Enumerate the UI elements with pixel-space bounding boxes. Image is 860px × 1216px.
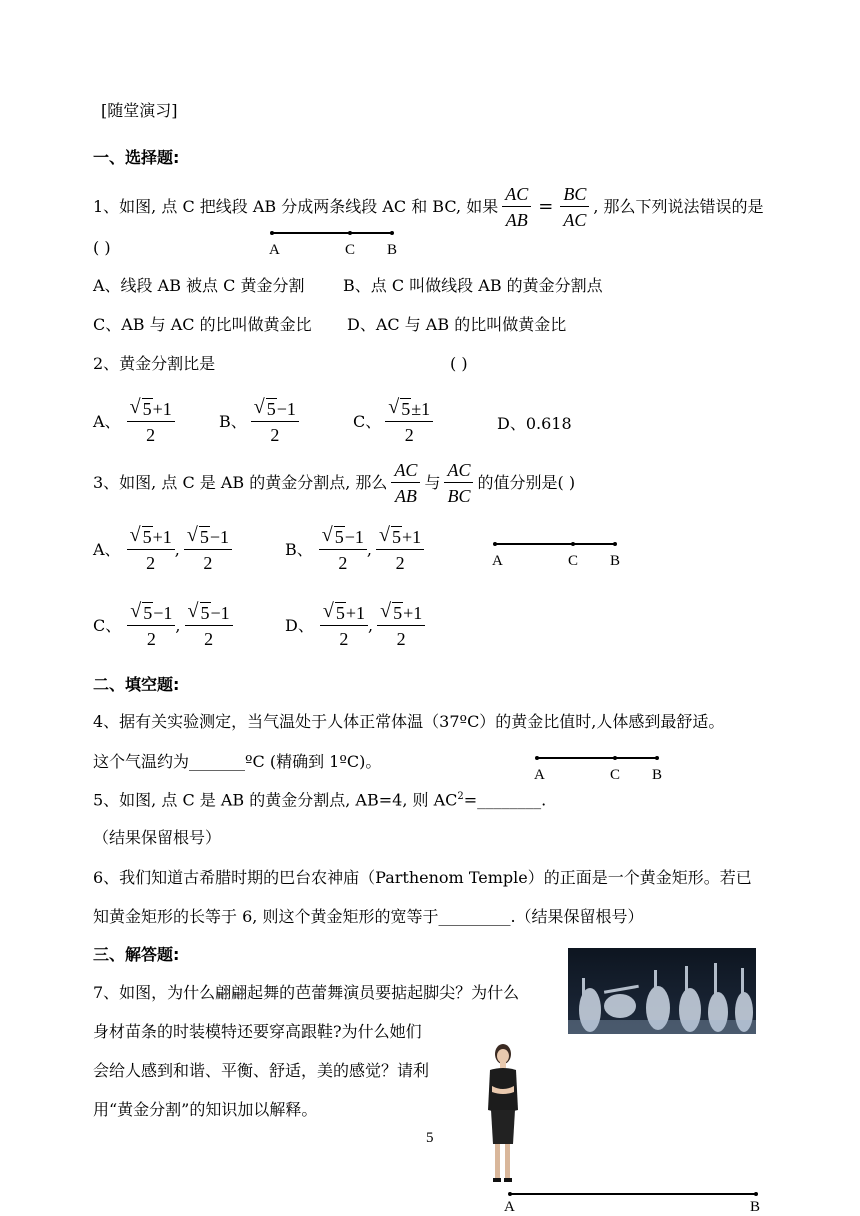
q2-option-b <box>219 396 299 445</box>
frac-den: AB <box>505 210 528 230</box>
equals-sign: = <box>538 196 554 217</box>
sqrt: √ 5 <box>388 396 411 419</box>
frac-den: 2 <box>339 629 349 649</box>
frac-den: 2 <box>146 629 156 649</box>
question-7-line-4: 用“黄金分割”的知识加以解释。 <box>93 1100 318 1119</box>
frac-num: √ 5±1 <box>385 399 433 422</box>
q2-option-a <box>93 396 175 445</box>
segment-line <box>272 232 392 234</box>
fraction <box>185 600 233 649</box>
section-fill-in: 二、填空题: <box>93 675 180 694</box>
q3-option-c <box>93 600 233 649</box>
frac-num: AC <box>502 184 531 207</box>
fraction <box>319 524 367 573</box>
question-3 <box>93 460 575 506</box>
frac-den: BC <box>447 486 471 506</box>
q3-segment-figure <box>493 541 628 571</box>
q1-suffix: , 那么下列说法错误的是 <box>593 197 764 216</box>
label-a: A <box>534 767 545 783</box>
q1-fraction-1 <box>502 184 531 230</box>
frac-num: √ 5−1 <box>251 399 299 422</box>
label-a: A <box>269 242 280 258</box>
frac-num: AC <box>391 460 420 483</box>
frac-num: √ 5−1 <box>185 603 233 626</box>
fraction <box>320 600 368 649</box>
point-b <box>613 542 617 546</box>
point-c <box>571 542 575 546</box>
q1-option-d: D、AC 与 AB 的比叫做黄金比 <box>347 315 567 334</box>
point-b <box>655 756 659 760</box>
frac-num: √ 5−1 <box>127 603 175 626</box>
fraction <box>376 524 424 573</box>
option-label: B、 <box>285 540 313 559</box>
point-c <box>613 756 617 760</box>
point-a <box>493 542 497 546</box>
option-label: C、 <box>353 412 382 431</box>
q3-prefix: 3、如图, 点 C 是 AB 的黄金分割点, 那么 <box>93 473 388 492</box>
option-label: A、 <box>93 540 121 559</box>
q1-segment-figure <box>270 230 400 260</box>
question-1 <box>93 184 764 230</box>
label-b: B <box>652 767 663 783</box>
option-label: C、 <box>93 616 122 635</box>
frac-den: 2 <box>404 425 414 445</box>
segment-line <box>537 757 657 759</box>
section-answer: 三、解答题: <box>93 945 180 964</box>
point-b <box>390 231 394 235</box>
frac-num: √ 5+1 <box>377 603 425 626</box>
practice-header: [随堂演习] <box>101 101 178 120</box>
fraction <box>385 396 433 445</box>
q5-text: 5、如图, 点 C 是 AB 的黄金分割点, AB=4, 则 AC <box>93 790 458 810</box>
label-b: B <box>750 1199 761 1215</box>
point-a <box>270 231 274 235</box>
section-choice: 一、选择题: <box>93 148 180 167</box>
label-c: C <box>345 242 356 258</box>
question-5-note: （结果保留根号） <box>93 828 222 847</box>
segment-line <box>510 1193 756 1195</box>
label-c: C <box>568 553 579 569</box>
q3-fraction-2 <box>444 460 473 506</box>
point-a <box>508 1192 512 1196</box>
question-7-line-2: 身材苗条的时装模特还要穿高跟鞋?为什么她们 <box>93 1022 422 1041</box>
option-label: A、 <box>93 412 121 431</box>
question-7-line-3: 会给人感到和谐、平衡、舒适，美的感觉？请利 <box>93 1061 430 1080</box>
fraction <box>127 396 175 445</box>
comma: , <box>366 540 373 559</box>
option-label: B、 <box>219 412 247 431</box>
frac-den: 2 <box>204 629 214 649</box>
q1-option-a: A、线段 AB 被点 C 黄金分割 <box>93 276 305 295</box>
page-number: 5 <box>426 1130 434 1146</box>
q4-segment-figure <box>535 755 670 785</box>
frac-den: 2 <box>396 629 406 649</box>
frac-den: AB <box>394 486 417 506</box>
frac-num: √ 5+1 <box>376 527 424 550</box>
label-a: A <box>492 553 503 569</box>
question-4-line-1: 4、据有关实验测定，当气温处于人体正常体温（37ºC）的黄金比值时,人体感到最舒适。 <box>93 712 725 731</box>
frac-den: 2 <box>146 553 156 573</box>
fraction <box>127 600 175 649</box>
q3-mid: 与 <box>424 473 441 492</box>
q2-option-d: D、0.618 <box>497 414 572 433</box>
q3-option-b <box>285 524 424 573</box>
comma: , <box>174 540 180 559</box>
point-b <box>754 1192 758 1196</box>
fraction <box>127 524 175 573</box>
q1-prefix: 1、如图, 点 C 把线段 AB 分成两条线段 AC 和 BC, 如果 <box>93 197 499 216</box>
label-b: B <box>387 242 398 258</box>
question-5 <box>93 792 546 808</box>
frac-den: 2 <box>338 553 348 573</box>
point-c <box>348 231 352 235</box>
frac-num: √ 5+1 <box>127 527 175 550</box>
frac-num: √ 5+1 <box>320 603 368 626</box>
sqrt: √ 5 <box>129 396 152 419</box>
label-c: C <box>610 767 621 783</box>
frac-num: √ 5+1 <box>127 399 175 422</box>
q2-answer-paren: ( ) <box>450 354 468 373</box>
frac-num: AC <box>444 460 473 483</box>
fraction <box>377 600 425 649</box>
option-label: D、 <box>285 616 314 635</box>
frac-num: BC <box>560 184 589 207</box>
q1-option-c: C、AB 与 AC 的比叫做黄金比 <box>93 315 312 334</box>
q1-option-b: B、点 C 叫做线段 AB 的黄金分割点 <box>343 276 603 295</box>
q1-fraction-2 <box>560 184 589 230</box>
frac-den: 2 <box>203 553 213 573</box>
fraction <box>251 396 299 445</box>
comma: , <box>175 616 181 635</box>
label-b: B <box>610 553 621 569</box>
fraction <box>184 524 232 573</box>
q5-blank: =________. <box>463 790 547 810</box>
label-a: A <box>504 1199 515 1215</box>
frac-den: AC <box>563 210 587 230</box>
q1-answer-paren: ( ) <box>93 238 111 257</box>
q5-superscript: 2 <box>457 791 464 802</box>
frac-num: √ 5−1 <box>319 527 367 550</box>
ballet-dancers-photo <box>568 948 756 1034</box>
question-6-line-1: 6、我们知道古希腊时期的巴台农神庙（Parthenom Temple）的正面是一个黄金矩形。若已 <box>93 868 752 887</box>
q3-fraction-1 <box>391 460 420 506</box>
frac-den: 2 <box>146 425 156 445</box>
question-6-line-2: 知黄金矩形的长等于 6, 则这个黄金矩形的宽等于_________.（结果保留根号） <box>93 907 644 926</box>
question-7-line-1: 7、如图，为什么翩翩起舞的芭蕾舞演员要掂起脚尖？为什么 <box>93 983 520 1002</box>
q7-segment-figure <box>504 1191 778 1215</box>
point-a <box>535 756 539 760</box>
q2-option-c <box>353 396 433 445</box>
fashion-model-figure <box>478 1040 528 1190</box>
frac-num: √ 5−1 <box>184 527 232 550</box>
sqrt: √ 5 <box>253 396 276 419</box>
frac-den: 2 <box>270 425 280 445</box>
comma: , <box>368 616 374 635</box>
frac-den: 2 <box>395 553 405 573</box>
q3-option-d <box>285 600 425 649</box>
q3-option-a <box>93 524 232 573</box>
question-2: 2、黄金分割比是 <box>93 354 216 373</box>
q3-suffix: 的值分别是( ) <box>477 473 576 492</box>
segment-line <box>495 543 615 545</box>
question-4-line-2: 这个气温约为_______ºC (精确到 1ºC)。 <box>93 752 382 771</box>
